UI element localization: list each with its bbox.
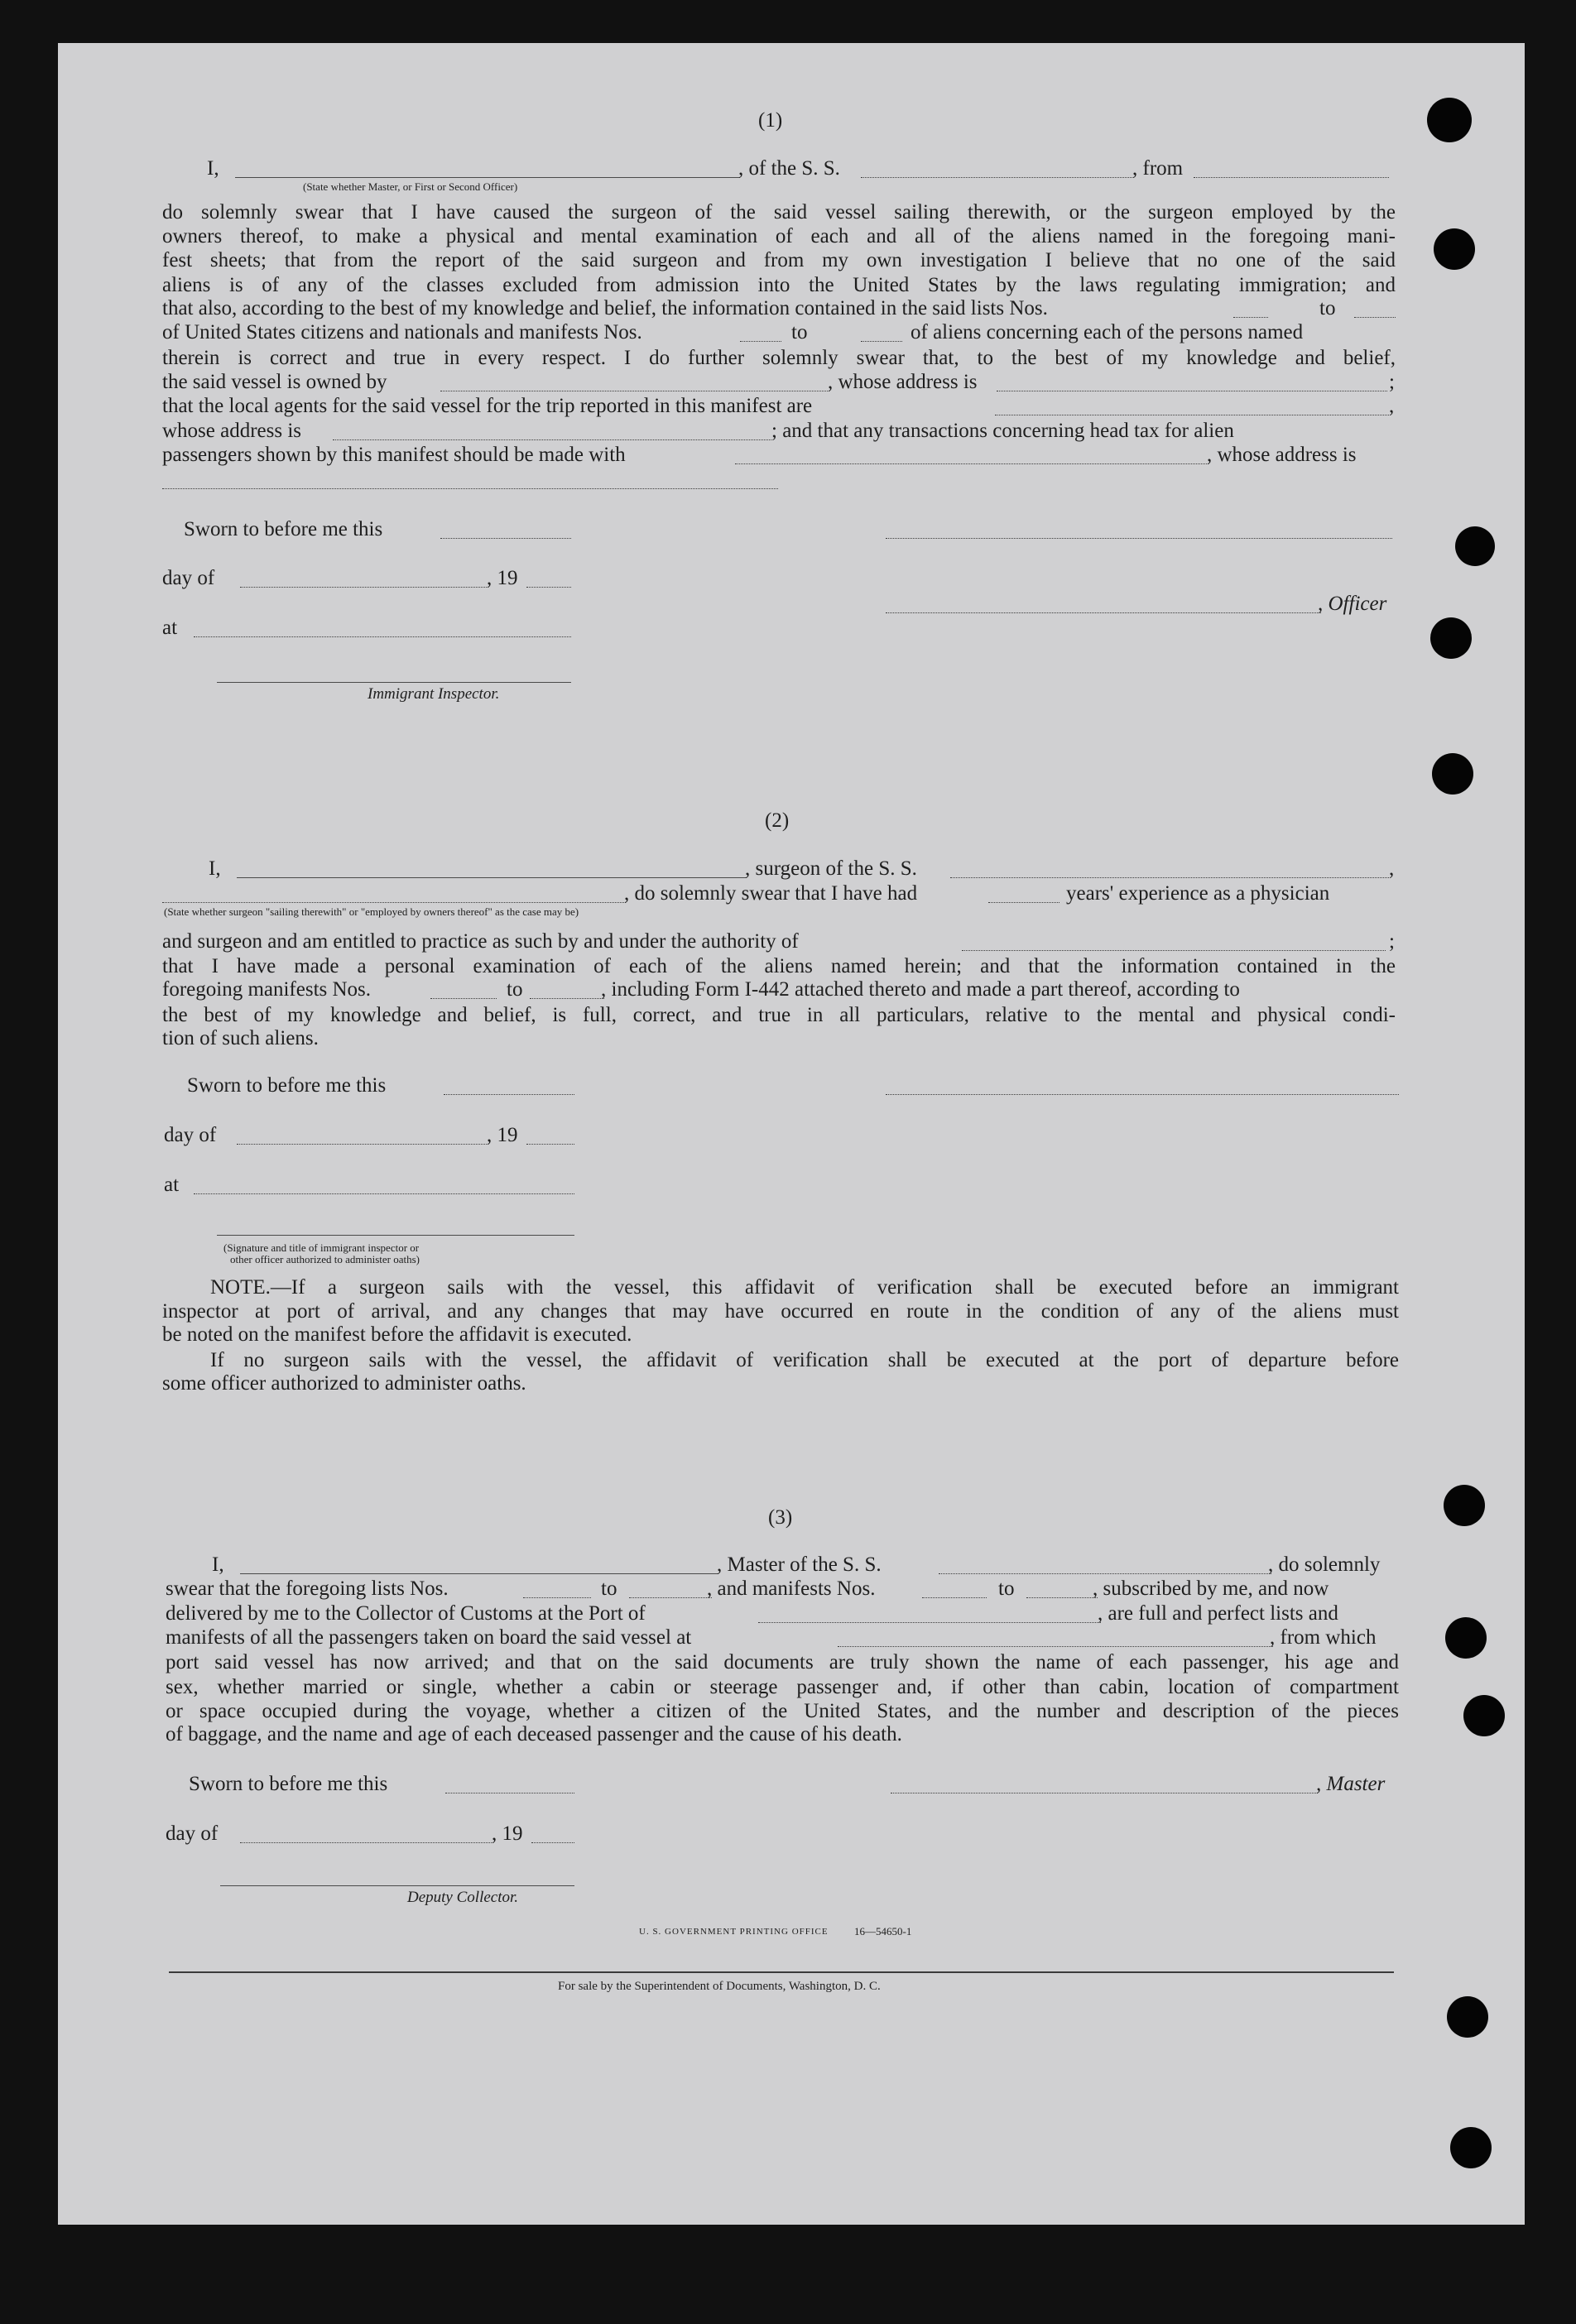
- s1-line10-a: whose address is: [162, 420, 302, 442]
- s3-line3-a: delivered by me to the Collector of Customs at the Port of: [166, 1602, 646, 1625]
- s2-ship-field[interactable]: [950, 877, 1389, 878]
- port-of-embarkation-field[interactable]: [838, 1646, 1273, 1647]
- s2-at-label: at: [164, 1174, 180, 1196]
- s2-official-field[interactable]: [886, 1094, 1399, 1095]
- note-line: NOTE.—If a surgeon sails with the vessel, this affidavit of verification shall be executed before an immigrant: [210, 1276, 1399, 1299]
- s3-day-month-field[interactable]: [240, 1842, 493, 1843]
- s2-signature-caption-2: other officer authorized to administer oaths): [230, 1253, 420, 1265]
- surgeon-name-line[interactable]: [237, 877, 747, 878]
- s1-line8-c: ;: [1389, 371, 1395, 393]
- officer-rank-line[interactable]: [235, 177, 740, 178]
- port-of-arrival-field[interactable]: [758, 1622, 1101, 1623]
- s1-of-ss-label: , of the S. S.: [738, 157, 840, 180]
- note-line: be noted on the manifest before the affidavit is executed.: [162, 1323, 632, 1346]
- punch-hole: [1434, 228, 1475, 270]
- s3-master-label: , Master: [1316, 1773, 1386, 1795]
- officer-name-field[interactable]: [886, 538, 1392, 539]
- s3-manifests-from-field[interactable]: [922, 1597, 987, 1598]
- s3-paragraph-line: port said vessel has now arrived; and that on the said documents are truly shown the name of each passenger, his age and: [166, 1651, 1399, 1673]
- s3-paragraph-line: sex, whether married or single, whether a cabin or steerage passenger and, if other than cabin, location of compartment: [166, 1676, 1399, 1698]
- s3-year-field[interactable]: [531, 1842, 574, 1843]
- s1-line11-b: , whose address is: [1207, 444, 1357, 466]
- s2-signature-line[interactable]: [217, 1235, 574, 1236]
- s2-i-label: I,: [209, 857, 221, 880]
- s2-manifests-from-field[interactable]: [430, 998, 497, 999]
- s2-line5-b: to: [507, 978, 523, 1001]
- s3-master-of-label: , Master of the S. S.: [717, 1553, 882, 1576]
- punch-hole: [1430, 617, 1472, 659]
- s1-line9-a: that the local agents for the said vessel for the trip reported in this manifest are: [162, 395, 813, 417]
- s3-ship-field[interactable]: [939, 1573, 1271, 1574]
- s2-line3-a: and surgeon and am entitled to practice as such by and under the authority of: [162, 930, 799, 953]
- deputy-collector-label: Deputy Collector.: [407, 1889, 519, 1906]
- s2-sworn-label: Sworn to before me this: [187, 1074, 387, 1097]
- s2-year-field[interactable]: [526, 1144, 574, 1145]
- s2-surgeon-label: , surgeon of the S. S.: [745, 857, 917, 880]
- s1-year-field[interactable]: [526, 587, 571, 588]
- officer-signature-field[interactable]: [886, 612, 1321, 613]
- s1-line9-b: ,: [1389, 395, 1395, 417]
- years-experience-field[interactable]: [988, 902, 1059, 903]
- manifests-from-field[interactable]: [740, 341, 781, 342]
- s1-officer-label: , Officer: [1318, 593, 1387, 615]
- punch-hole: [1447, 1996, 1488, 2038]
- s3-line4-a: manifests of all the passengers taken on board the said vessel at: [166, 1626, 692, 1649]
- s1-line5-b: to: [1319, 297, 1336, 319]
- s1-line5-a: that also, according to the best of my knowledge and belief, the information contained in the said lists Nos.: [162, 297, 1048, 319]
- s1-year-label: , 19: [487, 567, 518, 589]
- head-tax-party-field[interactable]: [735, 463, 1208, 464]
- s3-year-label: , 19: [492, 1822, 523, 1845]
- s3-lists-to-field[interactable]: [629, 1597, 712, 1598]
- punch-hole: [1455, 526, 1495, 566]
- s1-at-label: at: [162, 617, 178, 639]
- punch-hole: [1450, 2127, 1492, 2168]
- s2-line5-a: foregoing manifests Nos.: [162, 978, 372, 1001]
- s1-paragraph-line: fest sheets; that from the report of the said surgeon and from my own investigation I believe that no one of the said: [162, 249, 1396, 271]
- s1-line7: therein is correct and true in every respect. I do further solemnly swear that, to the best of my knowledge and belief,: [162, 347, 1396, 369]
- s1-line6-b: to: [791, 321, 808, 343]
- s3-line2-e: , subscribed by me, and now: [1093, 1577, 1329, 1600]
- s2-manifests-to-field[interactable]: [530, 998, 604, 999]
- s3-day-of-label: day of: [166, 1822, 219, 1845]
- s3-line2-d: to: [998, 1577, 1015, 1600]
- punch-hole: [1444, 1485, 1485, 1526]
- s2-year-label: , 19: [487, 1124, 518, 1146]
- s2-line6: the best of my knowledge and belief, is full, correct, and true in all particulars, relative to the mental and physical condi-: [162, 1004, 1396, 1026]
- s1-line11-a: passengers shown by this manifest should be made with: [162, 444, 626, 466]
- s3-line2-b: to: [601, 1577, 617, 1600]
- s3-i-label: I,: [212, 1553, 224, 1576]
- manifests-to-field[interactable]: [861, 341, 902, 342]
- s2-status-caption: (State whether surgeon "sailing therewith" or "employed by owners thereof" as the case may be): [164, 905, 579, 918]
- practice-authority-field[interactable]: [962, 950, 1386, 951]
- s3-paragraph-line: of baggage, and the name and age of each deceased passenger and the cause of his death.: [166, 1723, 902, 1745]
- s2-day-month-field[interactable]: [237, 1144, 488, 1145]
- s3-line3-b: , are full and perfect lists and: [1098, 1602, 1338, 1625]
- master-name-line[interactable]: [240, 1573, 718, 1574]
- s1-i-label: I,: [207, 157, 219, 180]
- s1-day-of-label: day of: [162, 567, 215, 589]
- punch-hole: [1445, 1617, 1487, 1659]
- printing-office-imprint: U. S. GOVERNMENT PRINTING OFFICE: [639, 1927, 829, 1937]
- note-line: inspector at port of arrival, and any changes that may have occurred en route in the condition of any of the aliens must: [162, 1300, 1399, 1323]
- lists-from-field[interactable]: [1233, 317, 1268, 318]
- lists-to-field[interactable]: [1354, 317, 1396, 318]
- s3-sworn-label: Sworn to before me this: [189, 1773, 388, 1795]
- s3-manifests-to-field[interactable]: [1026, 1597, 1098, 1598]
- s2-years-label: years' experience as a physician: [1066, 882, 1330, 905]
- s1-sworn-label: Sworn to before me this: [184, 518, 383, 540]
- form-code: 16—54650-1: [854, 1925, 912, 1937]
- s2-line3-b: ;: [1389, 930, 1395, 953]
- s3-line2-a: swear that the foregoing lists Nos.: [166, 1577, 449, 1600]
- note-line: some officer authorized to administer oaths.: [162, 1372, 526, 1395]
- inspector-signature-line[interactable]: [217, 682, 571, 683]
- footer-rule: [169, 1971, 1394, 1973]
- s2-line7: tion of such aliens.: [162, 1027, 319, 1049]
- note-line: If no surgeon sails with the vessel, the affidavit of verification shall be executed at the port of departure before: [210, 1349, 1399, 1371]
- s2-place-field[interactable]: [194, 1193, 574, 1194]
- ship-name-field[interactable]: [861, 177, 1134, 178]
- s2-comma: ,: [1389, 857, 1395, 880]
- section-3-number: (3): [768, 1506, 793, 1529]
- s2-day-of-label: day of: [164, 1124, 217, 1146]
- immigrant-inspector-label: Immigrant Inspector.: [368, 685, 500, 703]
- sale-notice: For sale by the Superintendent of Documents, Washington, D. C.: [558, 1980, 881, 1993]
- punch-hole: [1427, 98, 1472, 142]
- collector-signature-line[interactable]: [220, 1885, 574, 1886]
- s1-rank-caption: (State whether Master, or First or Second Officer): [303, 180, 518, 193]
- s1-line6-a: of United States citizens and nationals and manifests Nos.: [162, 321, 642, 343]
- s1-place-field[interactable]: [194, 636, 571, 637]
- s1-line8-b: , whose address is: [828, 371, 978, 393]
- s1-paragraph-line: owners thereof, to make a physical and mental examination of each and all of the aliens named in the foregoing mani-: [162, 225, 1396, 247]
- s1-line10-b: ; and that any transactions concerning head tax for alien: [771, 420, 1234, 442]
- s1-line8-a: the said vessel is owned by: [162, 371, 387, 393]
- port-from-field[interactable]: [1194, 177, 1389, 178]
- surgeon-status-field[interactable]: [162, 902, 626, 903]
- s3-line2-c: , and manifests Nos.: [707, 1577, 876, 1600]
- s3-line4-b: , from which: [1270, 1626, 1377, 1649]
- s1-day-month-field[interactable]: [240, 587, 488, 588]
- s1-line6-c: of aliens concerning each of the persons named: [911, 321, 1304, 343]
- s1-sworn-date-field[interactable]: [440, 538, 571, 539]
- s2-line5-c: , including Form I-442 attached thereto and made a part thereof, according to: [601, 978, 1240, 1001]
- s3-paragraph-line: or space occupied during the voyage, whether a citizen of the United States, and the number and description of the pieces: [166, 1700, 1399, 1722]
- punch-hole: [1463, 1695, 1505, 1736]
- s1-from-label: , from: [1132, 157, 1184, 180]
- head-tax-address-field[interactable]: [162, 488, 778, 489]
- section-2-number: (2): [765, 809, 790, 832]
- s2-signature-caption-1: (Signature and title of immigrant inspector or: [223, 1241, 420, 1254]
- s2-line4: that I have made a personal examination of each of the aliens named herein; and that the information contained in the: [162, 955, 1396, 977]
- section-1-number: (1): [758, 109, 783, 132]
- s3-lists-from-field[interactable]: [523, 1597, 591, 1598]
- s1-paragraph-line: aliens is of any of the classes excluded from admission into the United States by the laws regulating immigration; and: [162, 274, 1396, 296]
- s3-solemnly-label: , do solemnly: [1268, 1553, 1381, 1576]
- agents-address-field[interactable]: [333, 439, 771, 440]
- punch-hole: [1432, 753, 1473, 795]
- s2-swear-label: , do solemnly swear that I have had: [624, 882, 918, 905]
- s1-paragraph-line: do solemnly swear that I have caused the surgeon of the said vessel sailing therewith, or the surgeon employed by the: [162, 201, 1396, 223]
- s2-sworn-date-field[interactable]: [444, 1094, 574, 1095]
